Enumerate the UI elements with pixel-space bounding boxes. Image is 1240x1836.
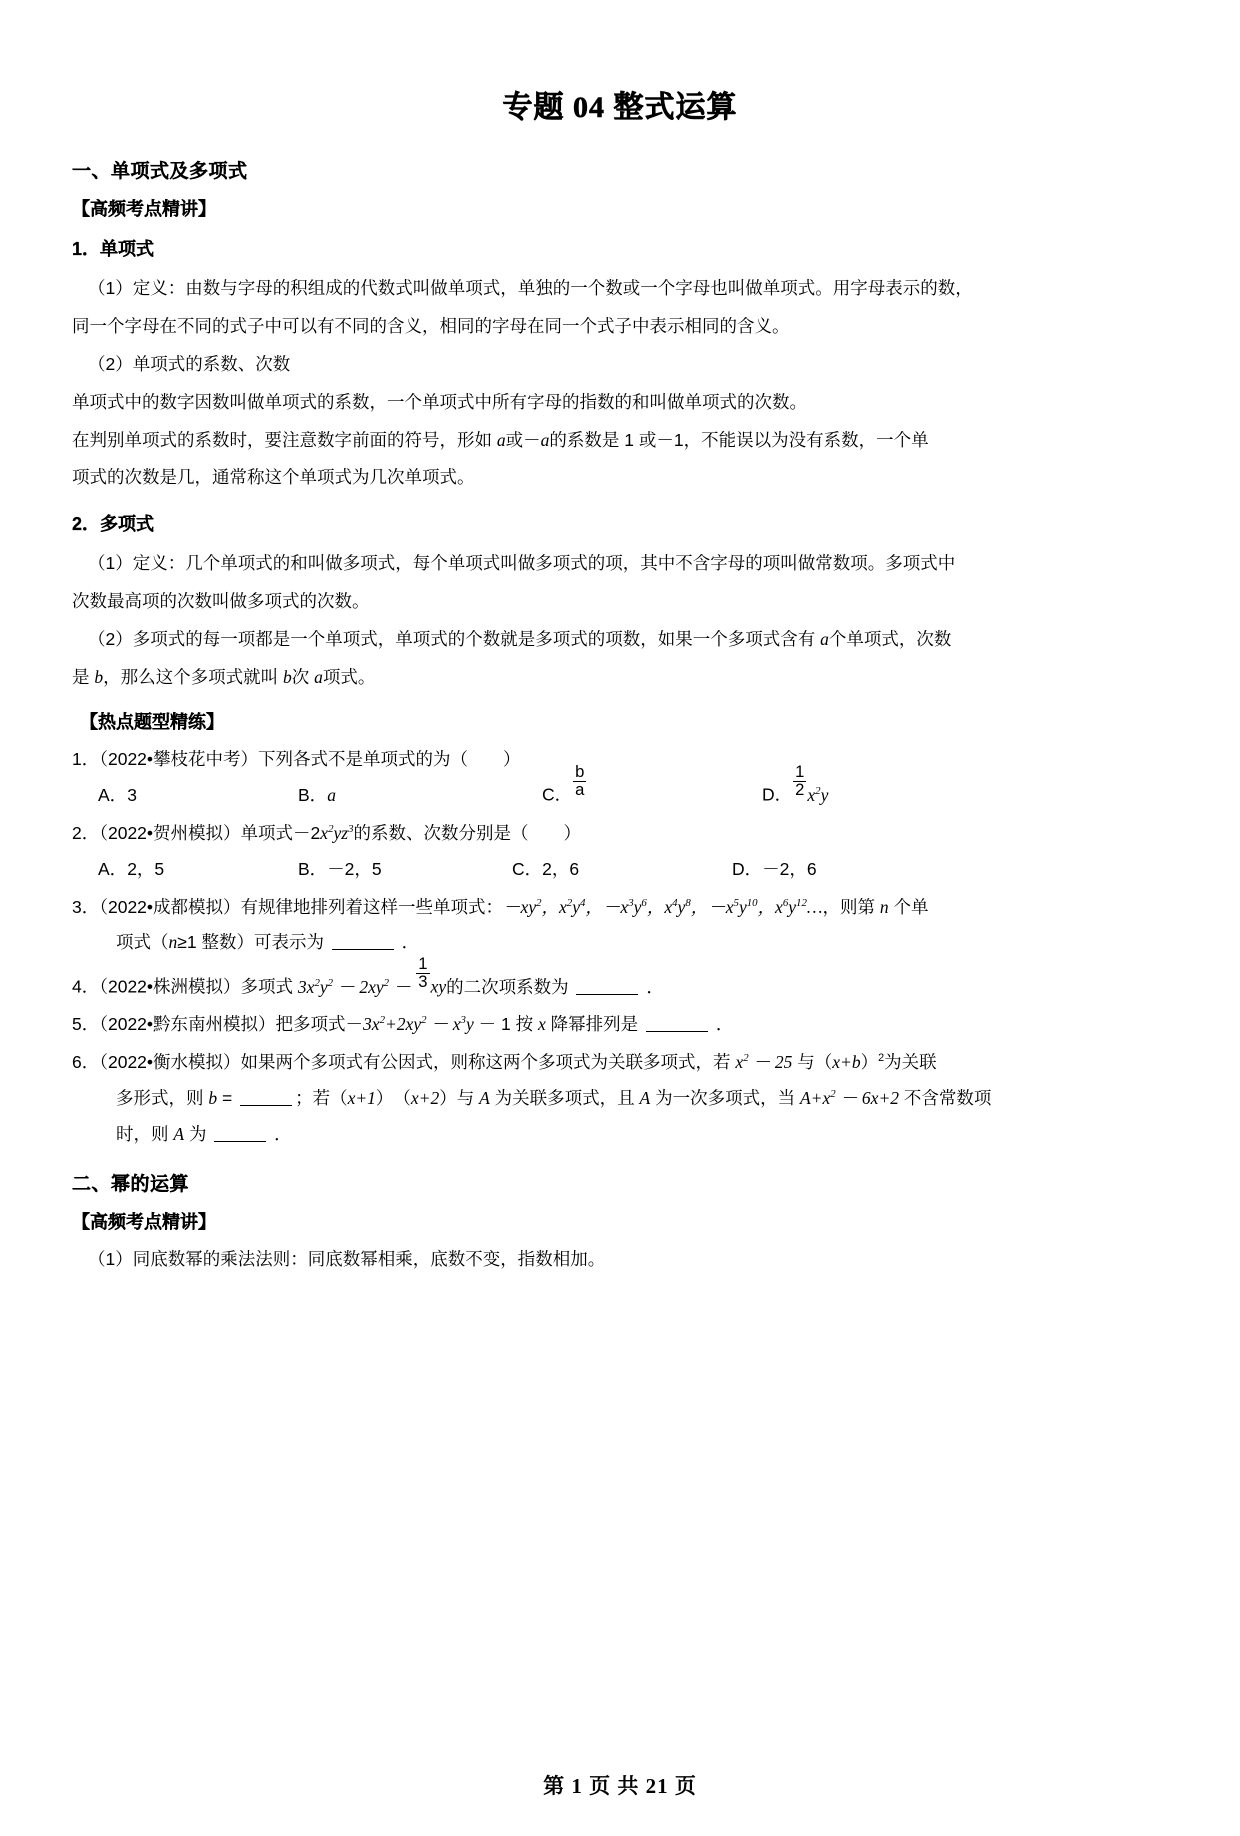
math-variable-A: A	[639, 1088, 651, 1109]
problem-text: 有规律地排列着这样一些单项式：	[240, 896, 504, 917]
subheading-hot-practice: 【热点题型精练】	[80, 711, 224, 732]
paragraph-monomial-coef-heading: （2）单项式的系数、次数	[88, 353, 291, 374]
option-label: D．	[732, 858, 763, 879]
problem-source: （2022•黔东南州模拟）	[99, 1014, 276, 1035]
section-heading-one: 一、单项式及多项式	[72, 161, 248, 182]
math-variable-b: b	[283, 666, 292, 687]
option-value: 2，6	[542, 858, 580, 879]
problem-2-options	[72, 854, 1168, 888]
problem-number: 2．	[72, 822, 100, 843]
problem-number: 1．	[72, 748, 100, 769]
math-expression: x+2	[410, 1088, 440, 1109]
math-expression: xy	[430, 976, 447, 997]
option-value: －2，6	[762, 858, 817, 879]
option-a[interactable]	[98, 778, 137, 814]
problem-6	[72, 1045, 1168, 1153]
math-variable-n: n	[168, 932, 178, 953]
option-label: C．	[542, 784, 573, 805]
option-b[interactable]	[298, 852, 382, 888]
problem-3	[72, 890, 1168, 962]
answer-blank[interactable]	[214, 1124, 266, 1143]
problem-text: ）$^2$为关联	[860, 1052, 937, 1073]
topic-heading-polynomial: 2．多项式	[72, 514, 155, 535]
problem-text: 与（	[792, 1052, 833, 1073]
problem-6-line2: 多形式，则 b = ；若（x+1） （x+2）与 A 为关联多项式，且 A 为一次多项式，当 $A+x^2 - 6x+2$ 不含常数项	[116, 1088, 992, 1109]
text-fragment: 项式。	[322, 666, 376, 687]
math-expression: $A+x^2 - 6x+2$	[799, 1088, 900, 1109]
subheading-key-points-two: 【高频考点精讲】	[72, 1211, 216, 1232]
math-variable-x: x	[537, 1014, 546, 1035]
paragraph-polynomial-definition-2: 次数最高项的次数叫做多项式的次数。	[72, 591, 370, 612]
option-value: 2，5	[127, 858, 165, 879]
math-expression: $x^2 - 25$	[735, 1052, 793, 1073]
paragraph-power-rule-1: （1）同底数幂的乘法法则：同底数幂相乘，底数不变，指数相加。	[88, 1248, 606, 1269]
option-value: 3	[127, 784, 137, 805]
option-label: D．	[762, 784, 793, 805]
math-variable-n: n	[879, 896, 889, 917]
answer-blank[interactable]	[576, 976, 638, 995]
problem-6-line3: 时，则 A 为 ．	[116, 1124, 292, 1145]
fraction-denominator: 2	[795, 780, 805, 800]
fraction-denominator: 3	[418, 972, 428, 992]
text-fragment: 次	[291, 666, 315, 687]
problem-number: 4．	[72, 976, 100, 997]
problem-4	[72, 954, 1168, 1005]
option-value: $x^2y$	[807, 784, 829, 805]
paragraph-monomial-coef-3: 项式的次数是几，通常称这个单项式为几次单项式。	[72, 467, 475, 488]
math-variable-a: a	[496, 429, 506, 450]
math-expression: x+1	[347, 1088, 376, 1109]
option-a[interactable]	[98, 852, 164, 888]
problem-text: － 1 按	[473, 1014, 538, 1035]
section-heading-two: 二、幂的运算	[72, 1173, 190, 1195]
option-value: a	[327, 784, 336, 805]
problem-number: 5．	[72, 1014, 100, 1035]
option-d[interactable]	[732, 852, 817, 888]
math-expression: $3x^2+2xy^2 - x^3y$	[363, 1014, 474, 1035]
option-label: B．	[298, 858, 328, 879]
text-fragment: 是	[72, 666, 95, 687]
option-label: A．	[98, 858, 128, 879]
option-label: B．	[298, 784, 328, 805]
option-value: －2，5	[327, 858, 382, 879]
answer-blank[interactable]	[332, 932, 394, 951]
problem-1	[72, 742, 1168, 778]
problem-text: 个单	[888, 896, 929, 917]
option-d[interactable]	[762, 762, 829, 813]
paragraph-polynomial-terms-2	[72, 660, 1168, 696]
problem-1-options	[72, 762, 1168, 814]
problem-2	[72, 816, 1168, 852]
option-b[interactable]	[298, 778, 336, 814]
fraction-one-half	[793, 764, 806, 799]
math-expression: x+b	[832, 1052, 861, 1073]
problem-source: （2022•攀枝花中考）	[99, 748, 259, 769]
math-variable-a: a	[314, 666, 323, 687]
paragraph-monomial-coef-1: 单项式中的数字因数叫做单项式的系数，一个单项式中所有字母的指数的和叫做单项式的次数。	[72, 391, 807, 412]
problem-text: 降幂排列是 ．	[545, 1014, 734, 1035]
problem-5	[72, 1007, 1168, 1043]
fraction-one-third	[416, 956, 429, 991]
option-label: C．	[512, 858, 543, 879]
problem-source: （2022•衡水模拟）	[99, 1052, 241, 1073]
problem-number: 6．	[72, 1052, 100, 1073]
math-variable-a: a	[820, 629, 829, 649]
problem-text: 的二次项系数为 ．	[446, 976, 664, 997]
math-variable-a: a	[540, 429, 550, 450]
document-page	[0, 82, 1240, 1278]
math-expression: $3x^2y^2 - 2xy^2$ －	[297, 976, 416, 997]
fraction-b-over-a	[573, 764, 586, 799]
topic-heading-monomial: 1．单项式	[72, 239, 155, 259]
problem-source: （2022•贺州模拟）	[99, 822, 241, 843]
math-expression: $x^2yz^3$	[320, 822, 354, 843]
answer-blank[interactable]	[646, 1014, 708, 1033]
answer-blank[interactable]	[240, 1088, 292, 1107]
subheading-key-points: 【高频考点精讲】	[72, 199, 216, 219]
math-variable-b: b	[208, 1088, 218, 1109]
text-fragment: 的系数是 1 或－1，不能误以为没有系数，一个单	[549, 429, 929, 450]
page-footer: 第 1 页 共 21 页	[543, 1774, 697, 1798]
problem-source: （2022•株洲模拟）	[99, 976, 241, 997]
problem-3-line2: 项式（n≥1 整数）可表示为 ．	[116, 932, 420, 953]
math-variable-A: A	[479, 1088, 490, 1109]
problem-text: 如果两个多项式有公因式，则称这两个多项式为关联多项式，若	[240, 1052, 736, 1073]
math-variable-A: A	[173, 1124, 185, 1145]
problem-text: 的系数、次数分别是（ ）	[353, 822, 581, 843]
paragraph-monomial-coef-2	[72, 423, 1168, 459]
problem-source: （2022•成都模拟）	[99, 896, 241, 917]
paragraph-monomial-definition-2: 同一个字母在不同的式子中可以有不同的含义，相同的字母在同一个式子中表示相同的含义。	[72, 315, 790, 336]
option-label: A．	[98, 784, 128, 805]
problem-text: 下列各式不是单项式的为（ ）	[258, 748, 521, 769]
paragraph-monomial-definition-1: （1）定义：由数与字母的积组成的代数式叫做单项式，单独的一个数或一个字母也叫做单项式。用字母表示的数，	[88, 278, 973, 298]
text-fragment: 在判别单项式的系数时，要注意数字前面的符号，形如	[72, 429, 497, 450]
text-fragment: 或－	[505, 429, 541, 450]
math-sequence: $-xy^2$，$x^2y^4$，$-x^3y^6$，$x^4y^8$，$-x^5y^{10}$，$x^6y^{12}\dots$	[503, 896, 823, 917]
problem-text: 多项式	[240, 976, 298, 997]
problem-text: 单项式－2	[240, 822, 321, 843]
text-fragment: 个单项式，次数	[828, 629, 952, 649]
problem-number: 3．	[72, 896, 100, 917]
problem-text: 把多项式－	[275, 1014, 364, 1035]
fraction-denominator: a	[575, 780, 585, 800]
page-title: 专题 04 整式运算	[502, 91, 738, 124]
option-c[interactable]	[512, 852, 579, 888]
text-fragment: （2）多项式的每一项都是一个单项式，单项式的个数就是多项式的项数，如果一个多项式含有	[88, 629, 821, 649]
paragraph-polynomial-definition-1: （1）定义：几个单项式的和叫做多项式，每个单项式叫做多项式的项，其中不含字母的项叫做常数项。多项式中	[88, 553, 956, 574]
fraction-numerator: 1	[418, 954, 428, 974]
problem-text: ，则第	[822, 896, 880, 917]
paragraph-polynomial-terms-1	[72, 622, 1168, 658]
fraction-numerator: 1	[795, 762, 805, 782]
math-variable-b: b	[94, 666, 104, 687]
option-c[interactable]	[542, 762, 587, 813]
text-fragment: ，那么这个多项式就叫	[103, 666, 283, 687]
fraction-numerator: b	[575, 762, 585, 782]
